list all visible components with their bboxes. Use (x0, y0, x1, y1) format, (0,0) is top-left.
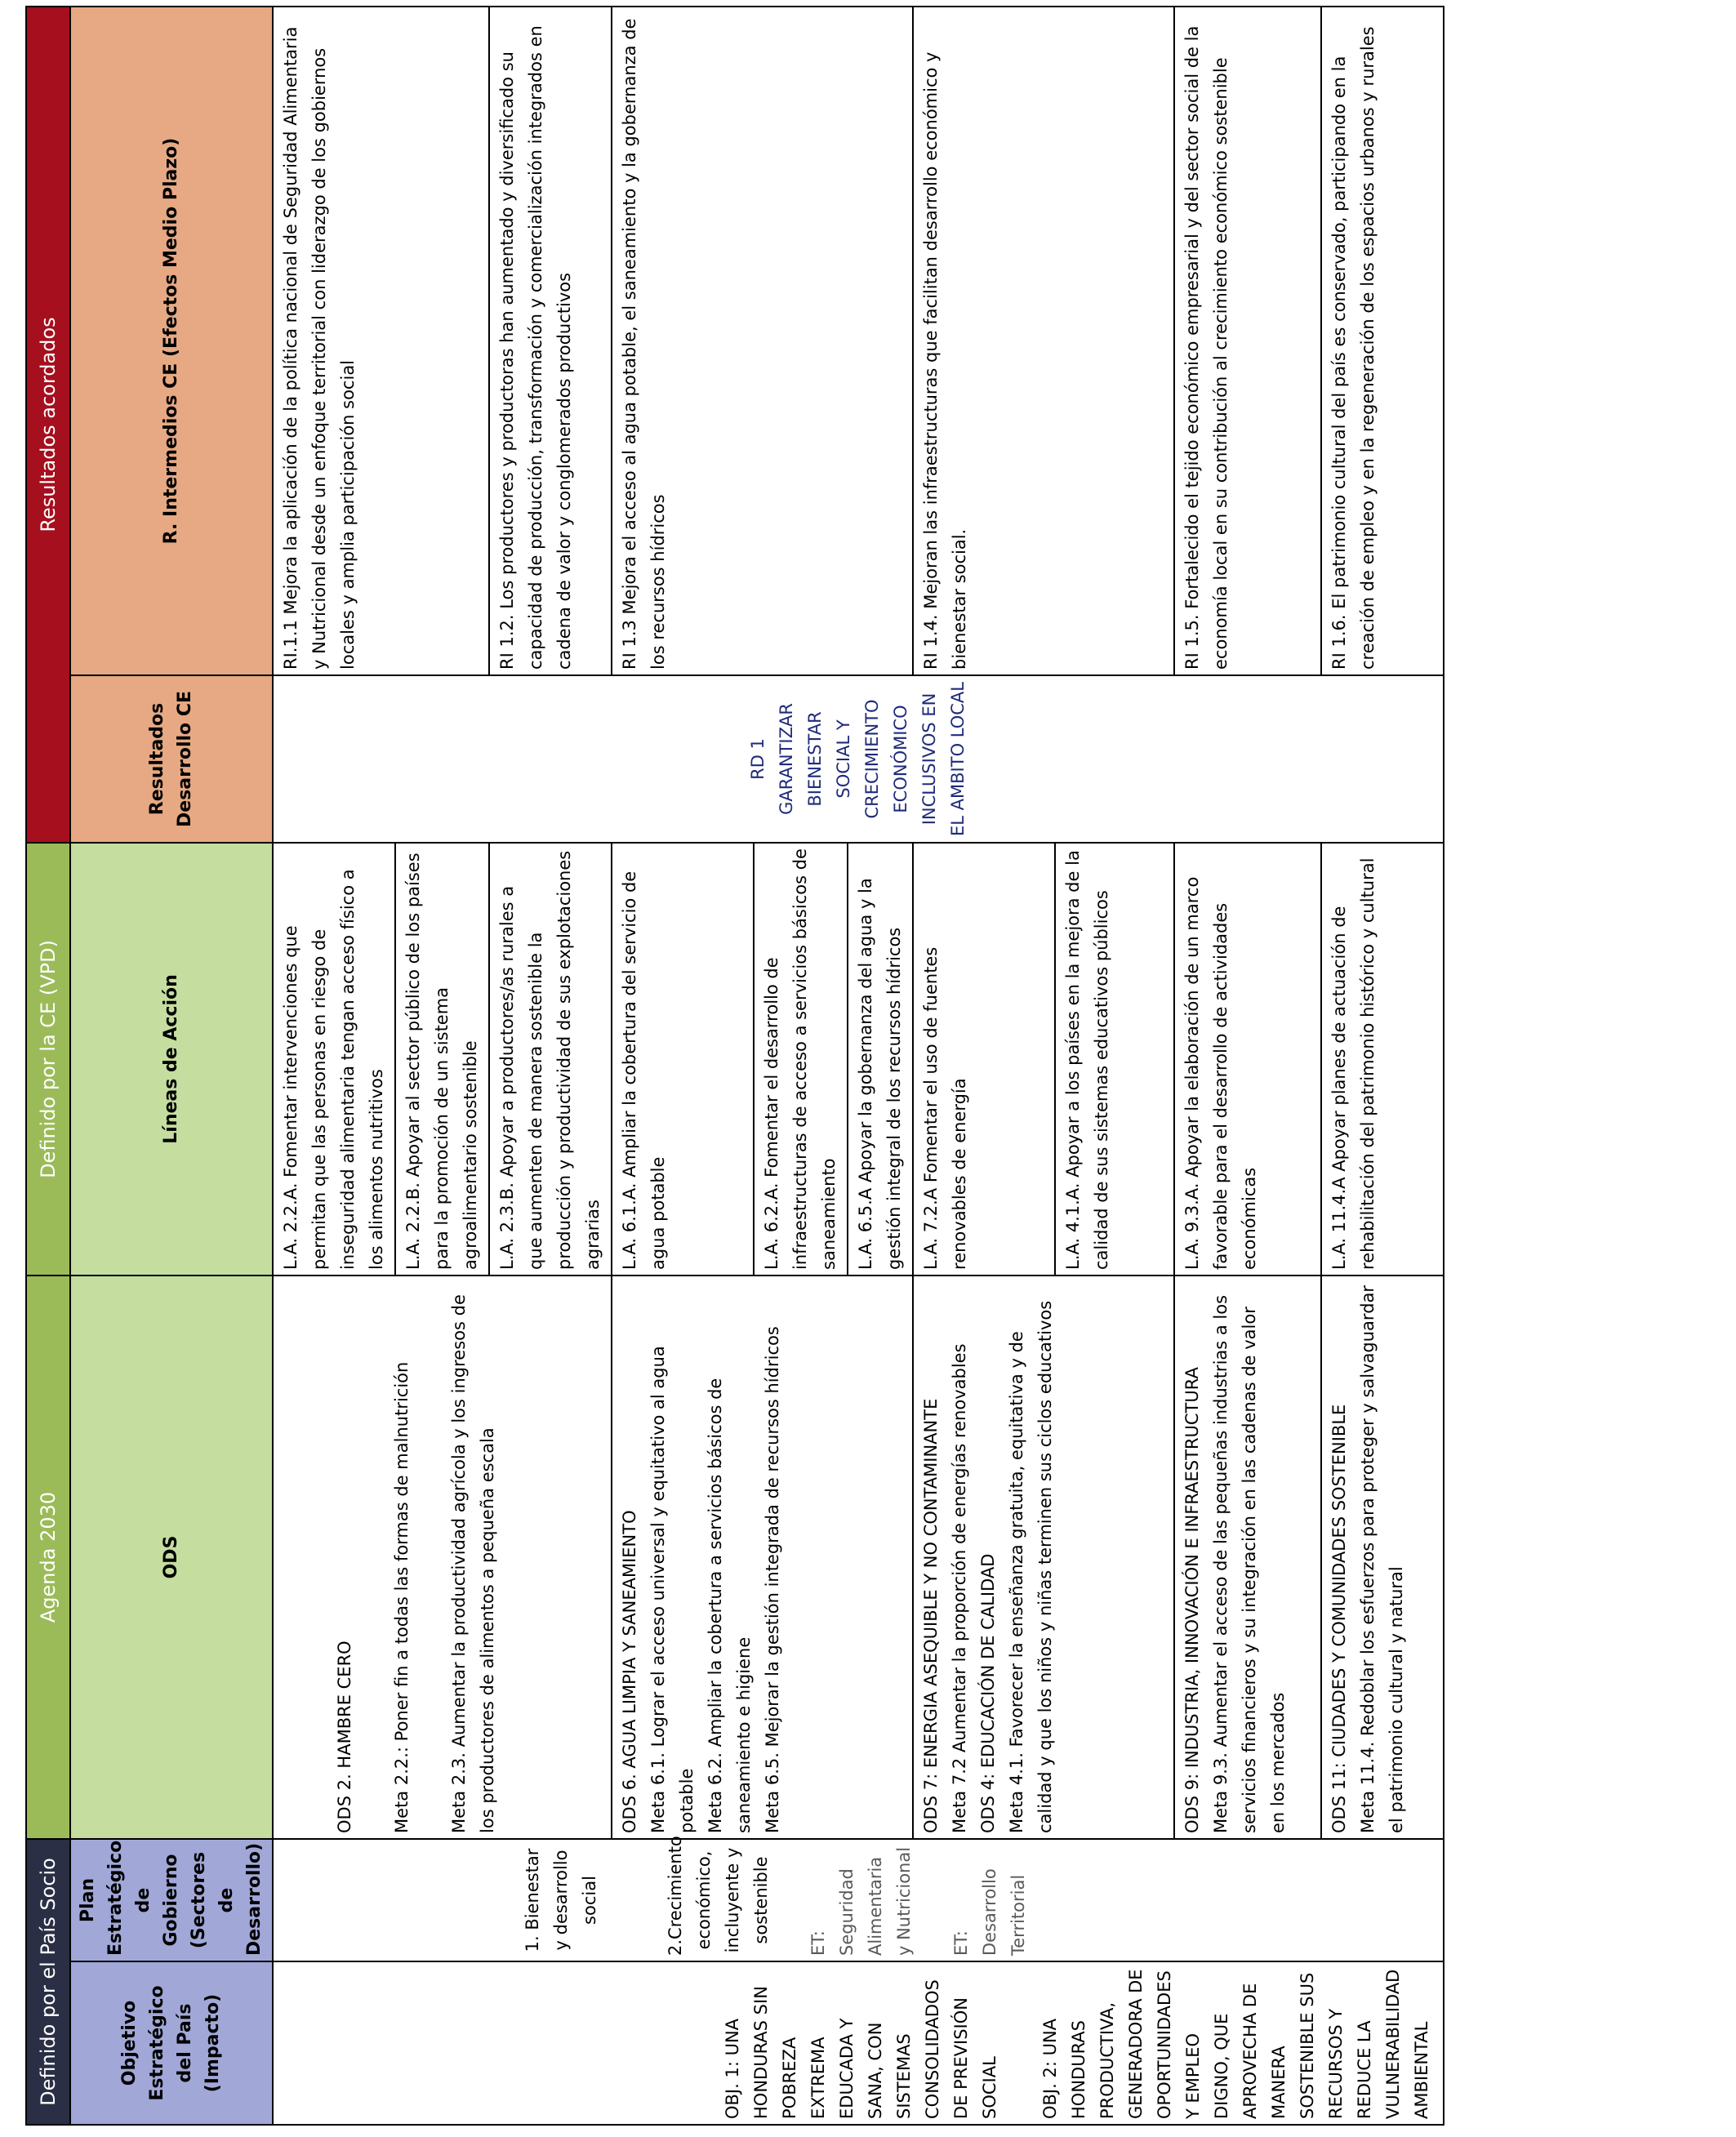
table-row (1174, 7, 1321, 2125)
plan-2: 2.Crecimiento económico, incluyente y sostenible (665, 1836, 771, 1956)
header-objetivo: Objetivo Estratégico del País (Impacto) (70, 1961, 273, 2125)
results-framework-table (25, 6, 1444, 2126)
plan-et-1: ET: Seguridad Alimentaria y Nutricional (808, 1846, 914, 1956)
group-header-resultados: Resultados acordados (26, 7, 70, 843)
linea-accion: L.A. 2.3.B. Apoyar a productores/as rurales a que aumenten de manera sostenible la producción y productividad de sus explotaciones agrarias (489, 843, 612, 1276)
header-ods: ODS (70, 1276, 273, 1839)
ods-7-4-cell (913, 1276, 1174, 1839)
plan-et-2: ET: Desarrollo Territorial (951, 1868, 1028, 1956)
ri-1-4: RI 1.4. Mejoran las infraestructuras que facilitan desarrollo económico y bienestar social. (913, 7, 1174, 675)
linea-accion: L.A. 6.5.A Apoyar la gobernanza del agua y la gestión integral de los recursos hídricos (848, 843, 913, 1276)
objetivo-2: OBJ. 2: UNA HONDURAS PRODUCTIVA, GENERADORA DE OPORTUNIDADES Y EMPLEO DIGNO, QUE APROVECHA DE MANERA SOSTENIBLE SUS RECURSOS Y REDUCE LA VULNERABILIDAD AMBIENTAL (1040, 1969, 1431, 2119)
ods-9-meta-9-3: Meta 9.3. Aumentar el acceso de las pequeñas industrias a los servicios financieros y su integración en las cadenas de valor en los mercados (1211, 1294, 1288, 1833)
ri-1-2: RI 1.2. Los productores y productoras han aumentado y diversificado su capacidad de producción, transformación y comercialización integrados en cadena de valor y conglomerados productivos (489, 7, 612, 675)
linea-accion: L.A. 4.1.A. Apoyar a los países en la mejora de la calidad de sus sistemas educativos públicos (1055, 843, 1174, 1276)
linea-accion: L.A. 7.2.A Fomentar el uso de fuentes renovables de energía (913, 843, 1055, 1276)
ods-2-meta-2-3: Meta 2.3. Aumentar la productividad agrícola y los ingresos de los productores de alimentos a pequeña escala (449, 1294, 497, 1833)
ods-4-title: ODS 4: EDUCACIÓN DE CALIDAD (978, 1553, 998, 1833)
ri-1-5: RI 1.5. Fortalecido el tejido económico empresarial y del sector social de la economía local en su contribución al crecimiento económico sostenible (1174, 7, 1321, 675)
ods-7-meta-7-2: Meta 7.2 Aumentar la proporción de energías renovables (950, 1343, 969, 1833)
table-row (273, 7, 395, 2125)
linea-accion: L.A. 9.3.A. Apoyar la elaboración de un marco favorable para el desarrollo de actividades económicas (1174, 843, 1321, 1276)
ods-7-title: ODS 7: ENERGIA ASEQUIBLE Y NO CONTAMINANTE (921, 1398, 941, 1833)
group-header-ce: Definido por la CE (VPD) (26, 843, 70, 1276)
header-plan: Plan Estratégico de Gobierno (Sectores de Desarrollo) (70, 1839, 273, 1961)
ri-1-1: RI.1.1 Mejora la aplicación de la política nacional de Seguridad Alimentaria y Nutricional desde un enfoque territorial con liderazgo de los gobiernos locales y amplia participación social (273, 7, 489, 675)
ri-1-3: RI 1.3 Mejora el acceso al agua potable, el saneamiento y la gobernanza de los recursos hídricos (612, 7, 913, 675)
header-ri: R. Intermedios CE (Efectos Medio Plazo) (70, 7, 273, 675)
ods-2-meta-2-2: Meta 2.2.: Poner fin a todas las formas de malnutrición (392, 1361, 412, 1833)
rotated-table-wrapper (25, 7, 1431, 2126)
ods-11-meta-11-4: Meta 11.4. Redoblar los esfuerzos para proteger y salvaguardar el patrimonio cultural y natural (1358, 1284, 1406, 1833)
table-row (1321, 7, 1444, 2125)
ods-6-cell (612, 1276, 913, 1839)
ods-2-title: ODS 2. HAMBRE CERO (335, 1641, 354, 1833)
ods-4-meta-4-1: Meta 4.1. Favorecer la enseñanza gratuita, equitativa y de calidad y que los niños y niñas terminen sus ciclos educativos (1007, 1300, 1055, 1833)
plan-1: 1. Bienestar y desarrollo social (523, 1848, 599, 1952)
ods-2-cell (273, 1276, 612, 1839)
header-lineas: Líneas de Acción (70, 843, 273, 1276)
linea-accion: L.A. 2.2.A. Fomentar intervenciones que permitan que las personas en riesgo de inseguridad alimentaria tengan acceso físico a los alimentos nutritivos (273, 843, 395, 1276)
sub-header-row (70, 7, 273, 2125)
ri-1-6: RI 1.6. El patrimonio cultural del país es conservado, participando en la creación de empleo y en la regeneración de los espacios urbanos y rurales (1321, 7, 1444, 675)
table-row (913, 7, 1055, 2125)
ods-9-title: ODS 9: INDUSTRIA, INNOVACIÓN E INFRAESTRUCTURA (1182, 1367, 1202, 1833)
linea-accion: L.A. 6.2.A. Fomentar el desarrollo de infraestructuras de acceso a servicios básicos de saneamiento (754, 843, 848, 1276)
header-resultados: Resultados Desarrollo CE (70, 675, 273, 843)
group-header-pais: Definido por el País Socio (26, 1839, 70, 2125)
objetivo-cell (273, 1961, 1444, 2125)
ods-6-title: ODS 6. AGUA LIMPIA Y SANEAMIENTO (620, 1510, 639, 1833)
linea-accion: L.A. 6.1.A. Ampliar la cobertura del servicio de agua potable (612, 843, 754, 1276)
ods-6-meta-6-2: Meta 6.2. Ampliar la cobertura a servicios básicos de saneamiento e higiene (706, 1378, 754, 1833)
ods-11-cell (1321, 1276, 1444, 1839)
ods-9-cell (1174, 1276, 1321, 1839)
objetivo-1: OBJ. 1: UNA HONDURAS SIN POBREZA EXTREMA EDUCADA Y SANA, CON SISTEMAS CONSOLIDADOS DE PREVISIÓN SOCIAL (723, 1979, 999, 2119)
table-row (612, 7, 754, 2125)
resultado-rd1: RD 1 GARANTIZAR BIENESTAR SOCIAL Y CRECIMIENTO ECONÓMICO INCLUSIVOS EN EL AMBITO LOCAL (273, 675, 1444, 843)
ods-6-meta-6-1: Meta 6.1. Lograr el acceso universal y equitativo al agua potable (648, 1346, 697, 1833)
linea-accion: L.A. 11.4.A Apoyar planes de actuación de rehabilitación del patrimonio histórico y cultural (1321, 843, 1444, 1276)
ods-11-title: ODS 11: CIUDADES Y COMUNIDADES SOSTENIBLE (1329, 1404, 1349, 1833)
group-header-agenda: Agenda 2030 (26, 1276, 70, 1839)
linea-accion: L.A. 2.2.B. Apoyar al sector público de los países para la promoción de un sistema agroalimentario sostenible (395, 843, 489, 1276)
plan-cell (273, 1836, 1444, 1961)
ods-6-meta-6-5: Meta 6.5. Mejorar la gestión integrada de recursos hídricos (763, 1326, 782, 1833)
group-header-row (26, 7, 70, 2125)
